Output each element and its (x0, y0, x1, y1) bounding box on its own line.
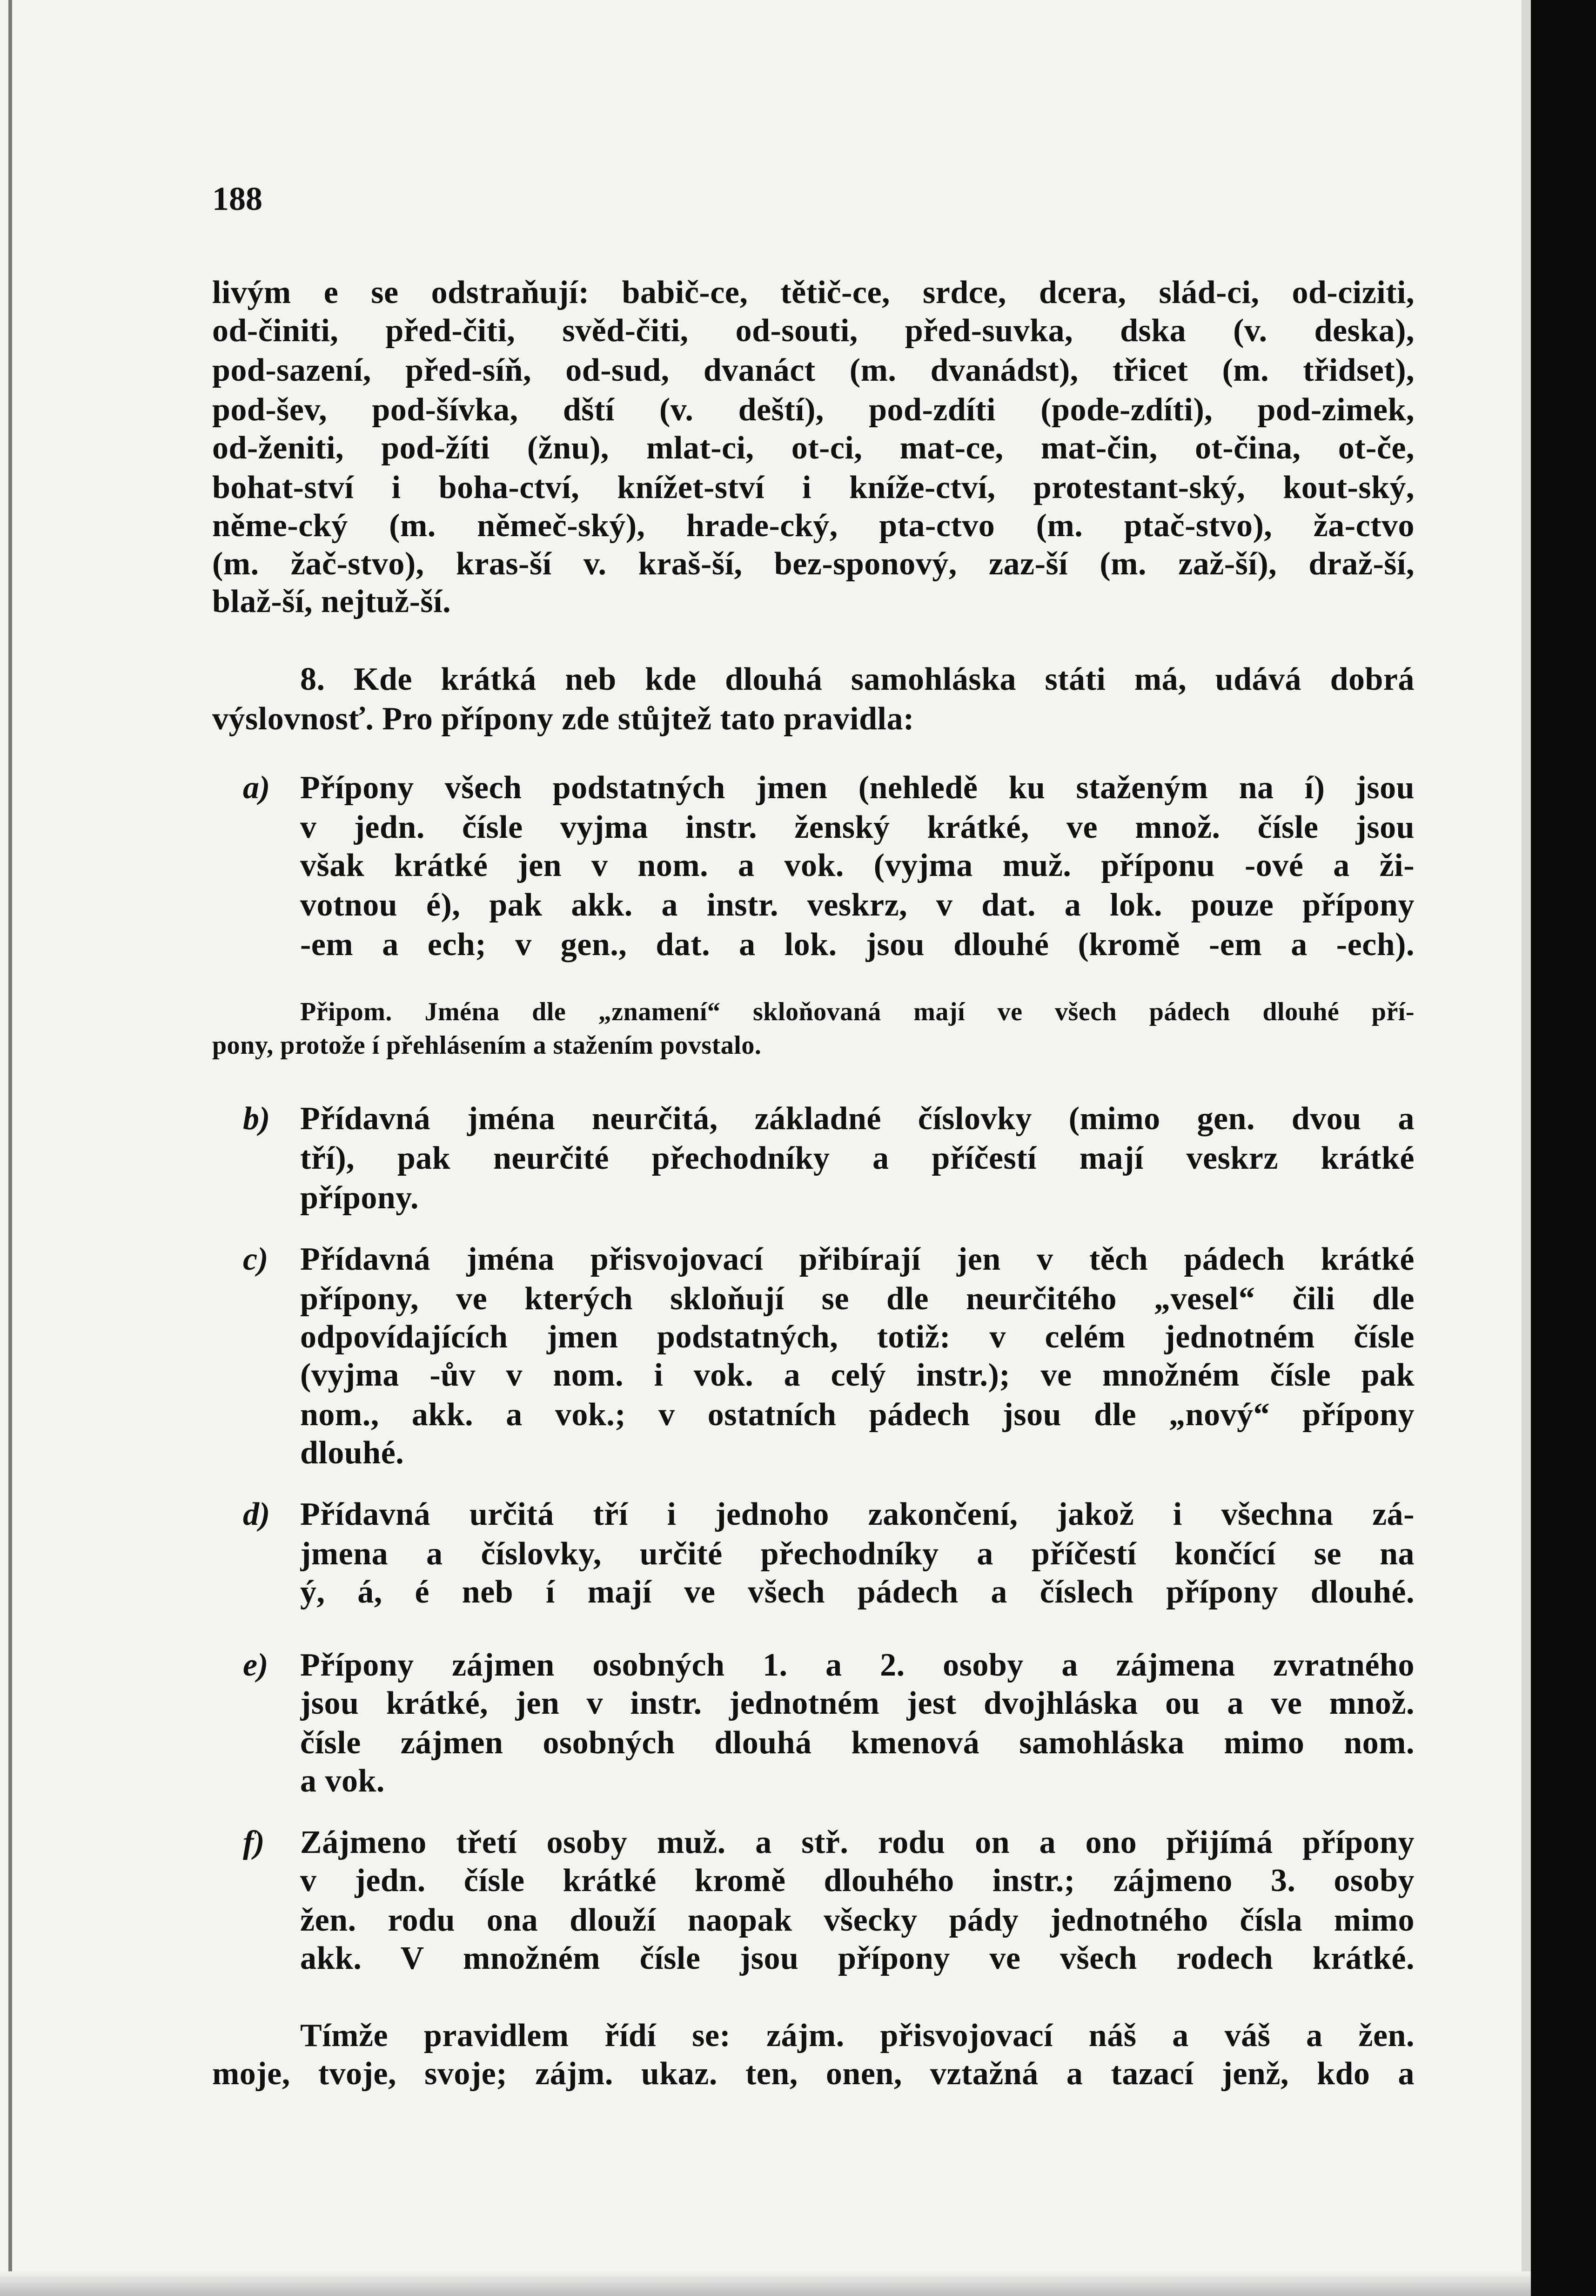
item-c-line: přípony, ve kterých skloňují se dle neurčitého „vesel“ čili dle (300, 1281, 1415, 1317)
item-b-line: Přídavná jména neurčitá, základné číslovky (mimo gen. dvou a (300, 1101, 1415, 1137)
page-bottom-edge (0, 2271, 1531, 2296)
item-c-line: dlouhé. (300, 1435, 404, 1471)
item-c-line: nom., akk. a vok.; v ostatních pádech jsou dle „nový“ přípony (300, 1397, 1415, 1433)
item-c-line: (vyjma -ův v nom. i vok. a celý instr.); ve množném čísle pak (300, 1357, 1415, 1393)
paragraph-line: od-ženiti, pod-žíti (žnu), mlat-ci, ot-ci, mat-ce, mat-čin, ot-čina, ot-če, (212, 430, 1415, 466)
item-a-line: votnou é), pak akk. a instr. veskrz, v dat. a lok. pouze přípony (300, 887, 1415, 923)
item-e-line: čísle zájmen osobných dlouhá kmenová samohláska mimo nom. (300, 1725, 1415, 1761)
paragraph-line: bohat-ství i boha-ctví, knížet-ství i kníže-ctví, protestant-ský, kout-ský, (212, 470, 1415, 505)
page-edge-left (8, 0, 12, 2296)
paragraph-line: (m. žač-stvo), kras-ší v. kraš-ší, bez-sponový, zaz-ší (m. zaž-ší), draž-ší, (212, 546, 1415, 582)
item-e-line: jsou krátké, jen v instr. jednotném jest dvojhláska ou a ve množ. (300, 1685, 1415, 1721)
item-label-c: c) (243, 1241, 268, 1277)
item-c-line: odpovídajících jmen podstatných, totiž: v celém jednotném čísle (300, 1319, 1415, 1355)
final-paragraph-line: Tímže pravidlem řídí se: zájm. přisvojovací náš a váš a žen. (300, 2018, 1415, 2054)
section-8-line: výslovnosť. Pro přípony zde stůjtež tato pravidla: (212, 701, 914, 737)
paragraph-line: pod-sazení, před-síň, od-sud, dvanáct (m. dvanádst), třicet (m. třidset), (212, 352, 1415, 388)
item-a-line: -em a ech; v gen., dat. a lok. jsou dlouhé (kromě -em a -ech). (300, 927, 1415, 963)
paragraph-line: něme-cký (m. němeč-ský), hrade-cký, pta-ctvo (m. ptač-stvo), ža-ctvo (212, 508, 1415, 544)
item-a-line: však krátké jen v nom. a vok. (vyjma muž. příponu -ové a ži- (300, 848, 1415, 883)
item-e-line: a vok. (300, 1763, 385, 1799)
item-label-b: b) (243, 1101, 270, 1137)
item-label-d: d) (243, 1496, 270, 1532)
paragraph-line: pod-šev, pod-šívka, dští (v. deští), pod-zdíti (pode-zdíti), pod-zimek, (212, 392, 1415, 428)
section-8-line: 8. Kde krátká neb kde dlouhá samohláska státi má, udává dobrá (300, 661, 1415, 697)
item-d-line: ý, á, é neb í mají ve všech pádech a číslech přípony dlouhé. (300, 1574, 1415, 1610)
item-e-line: Přípony zájmen osobných 1. a 2. osoby a zájmena zvratného (300, 1647, 1415, 1683)
paragraph-line: od-činiti, před-čiti, svěd-čiti, od-souti, před-suvka, dska (v. deska), (212, 313, 1415, 349)
item-label-f: f) (243, 1825, 265, 1860)
final-paragraph-line: moje, tvoje, svoje; zájm. ukaz. ten, onen, vztažná a tazací jenž, kdo a (212, 2056, 1415, 2092)
page-gutter (1522, 0, 1531, 2296)
page-number: 188 (212, 180, 262, 217)
paragraph-line: blaž-ší, nejtuž-ší. (212, 584, 451, 619)
item-label-a: a) (243, 770, 270, 806)
item-f-line: Zájmeno třetí osoby muž. a stř. rodu on a ono přijímá přípony (300, 1825, 1415, 1860)
note-line: Připom. Jména dle „znamení“ skloňovaná mají ve všech pádech dlouhé pří- (300, 997, 1415, 1026)
item-b-line: tří), pak neurčité přechodníky a příčestí mají veskrz krátké (300, 1140, 1415, 1176)
item-c-line: Přídavná jména přisvojovací přibírají jen v těch pádech krátké (300, 1241, 1415, 1277)
item-d-line: Přídavná určitá tří i jednoho zakončení, jakož i všechna zá- (300, 1496, 1415, 1532)
item-f-line: v jedn. čísle krátké kromě dlouhého instr.; zájmeno 3. osoby (300, 1863, 1415, 1899)
item-d-line: jmena a číslovky, určité přechodníky a příčestí končící se na (300, 1536, 1415, 1572)
item-b-line: přípony. (300, 1180, 419, 1216)
item-a-line: Přípony všech podstatných jmen (nehledě ku staženým na í) jsou (300, 770, 1415, 806)
item-label-e: e) (243, 1647, 268, 1683)
item-a-line: v jedn. čísle vyjma instr. ženský krátké, ve množ. čísle jsou (300, 809, 1415, 845)
paragraph-line: livým e se odstraňují: babič-ce, tětič-ce, srdce, dcera, slád-ci, od-ciziti, (212, 275, 1415, 310)
item-f-line: akk. V množném čísle jsou přípony ve všech rodech krátké. (300, 1940, 1415, 1976)
note-line: pony, protože í přehlásením a stažením povstalo. (212, 1031, 762, 1060)
item-f-line: žen. rodu ona dlouží naopak všecky pády jednotného čísla mimo (300, 1902, 1415, 1938)
page-edge-right (1531, 0, 1596, 2296)
